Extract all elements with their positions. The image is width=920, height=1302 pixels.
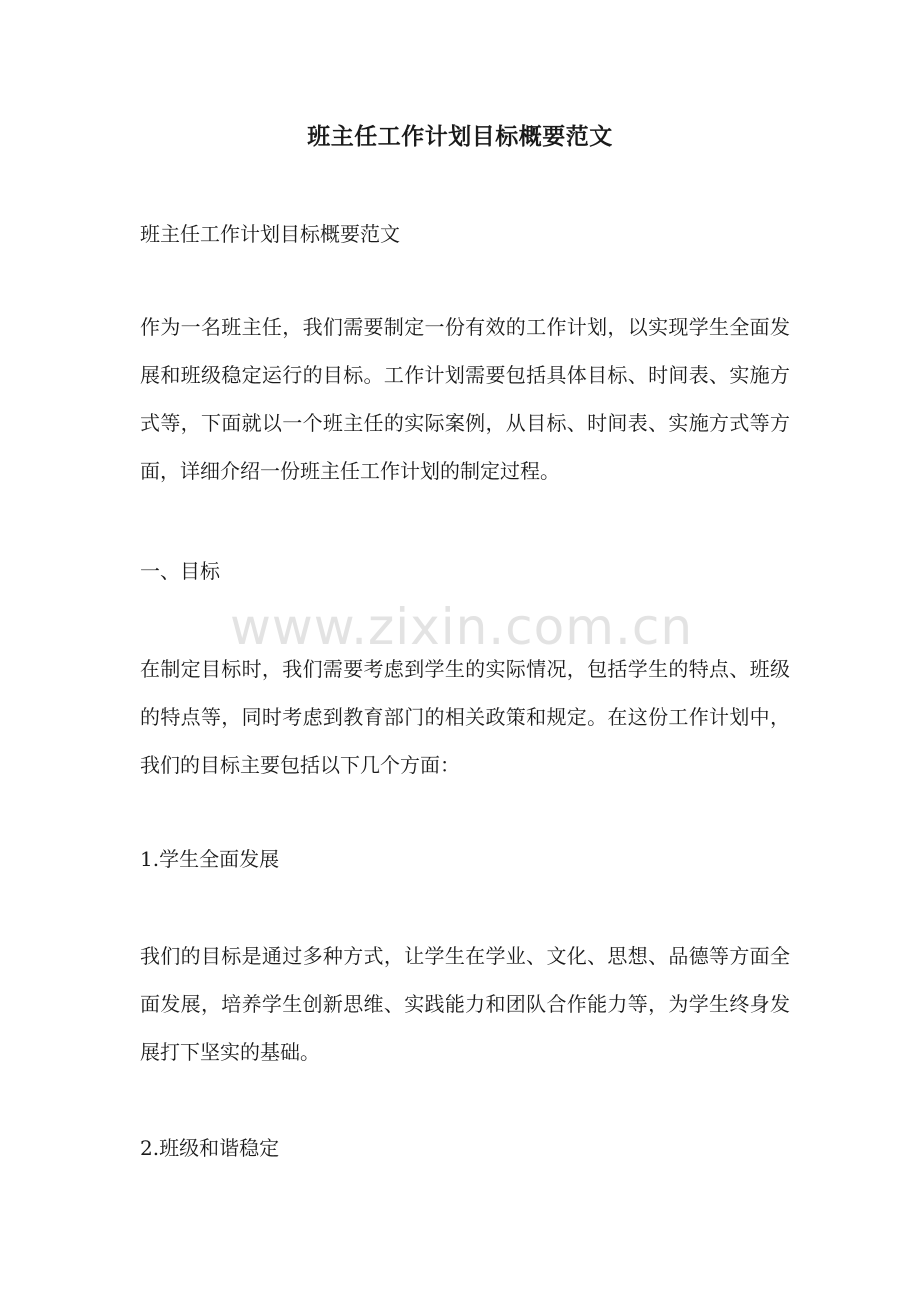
document-title: 班主任工作计划目标概要范文	[307, 123, 613, 150]
item-student-development-paragraph: 我们的目标是通过多种方式，让学生在学业、文化、思想、品德等方面全面发展，培养学生创新思维、实践能力和团队合作能力等，为学生终身发展打下坚实的基础。	[140, 944, 790, 1064]
section-goals-paragraph: 在制定目标时，我们需要考虑到学生的实际情况，包括学生的特点、班级的特点等，同时考虑到教育部门的相关政策和规定。在这份工作计划中，我们的目标主要包括以下几个方面：	[140, 657, 790, 777]
item-heading-class-harmony: 2.班级和谐稳定	[140, 1136, 280, 1160]
watermark: www.zixin.com.cn	[230, 598, 694, 656]
section-heading-goals: 一、目标	[140, 559, 220, 583]
intro-paragraph: 作为一名班主任，我们需要制定一份有效的工作计划，以实现学生全面发展和班级稳定运行的目标。工作计划需要包括具体目标、时间表、实施方式等，下面就以一个班主任的实际案例，从目标、时间表、实施方式等方面，详细介绍一份班主任工作计划的制定过程。	[140, 315, 790, 483]
document-subtitle: 班主任工作计划目标概要范文	[140, 222, 400, 246]
item-heading-student-development: 1.学生全面发展	[140, 847, 280, 871]
